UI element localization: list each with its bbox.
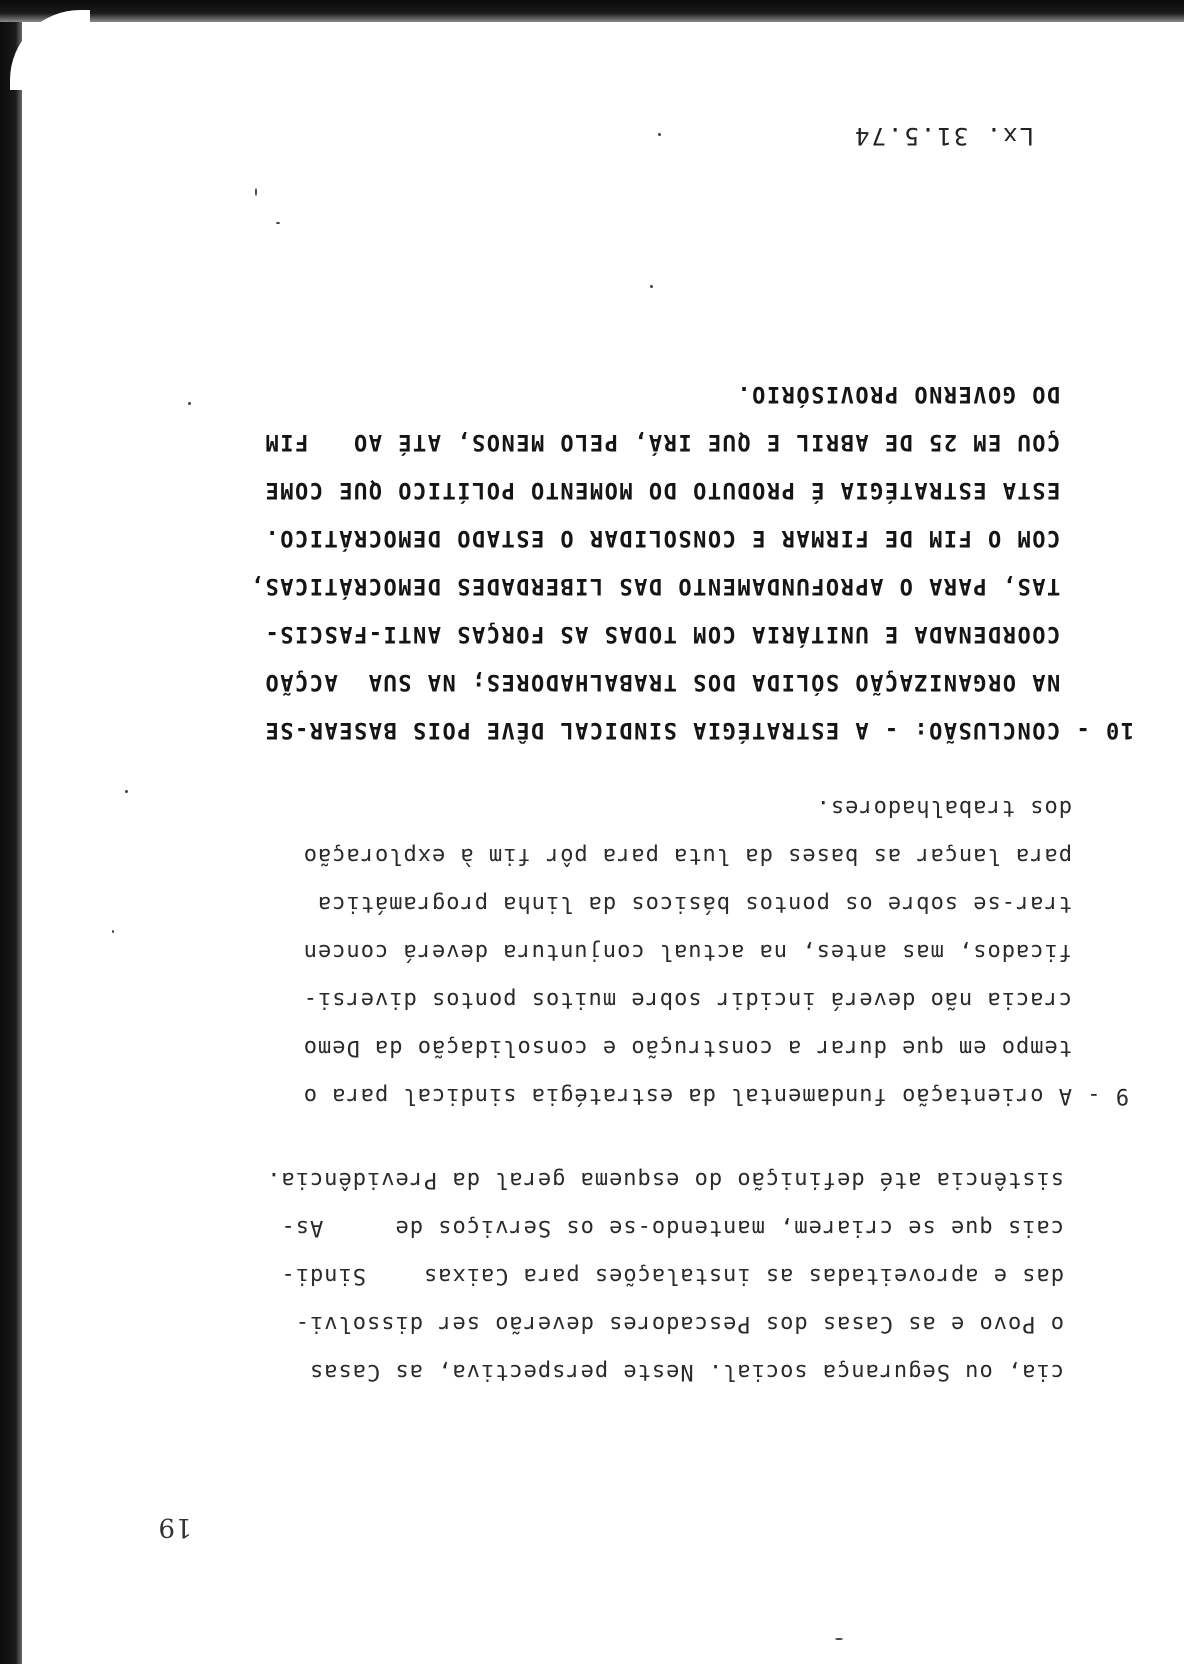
page-number: 19	[157, 1512, 192, 1542]
text-line: o Povo e as Casas dos Pescadores deverão ser dissolvi-	[294, 1311, 1064, 1336]
text-line: trar-se sobre os pontos básicos da linha programática	[317, 891, 1129, 916]
text-line: TAS, PARA O APROFUNDAMENTO DAS LIBERDADES DEMOCRÁTICAS,	[249, 573, 1134, 598]
scan-speck	[658, 133, 661, 136]
scan-speck	[125, 790, 128, 793]
scan-speck	[650, 285, 653, 288]
text-line: ÇOU EM 25 DE ABRIL E QUE IRÁ, PELO MENOS, ATÉ AO FIM	[264, 429, 1134, 454]
scan-speck	[255, 188, 257, 196]
text-line: cia, ou Segurança social. Neste perspectiva, as Casas	[309, 1359, 1064, 1384]
scan-speck	[276, 222, 280, 224]
text-line: ficados, mas antes, na actual conjuntura deverá concen	[302, 939, 1129, 964]
text-line: DO GOVERNO PROVISÓRIO.	[735, 381, 1134, 406]
text-line: NA ORGANIZAÇÃO SÓLIDA DOS TRABALHADORES; NA SUA ACÇÃO	[264, 669, 1134, 694]
scan-speck	[188, 402, 191, 405]
text-line: ESTA ESTRATÉGIA É PRODUTO DO MOMENTO POLÍTICO QUE COME	[264, 477, 1134, 502]
text-line: 9 - A orientação fundamental da estratégia sindical para o	[302, 1083, 1129, 1108]
text-line: tempo em que durar a construção e consolidação da Demo	[302, 1035, 1129, 1060]
text-line: para lançar as bases da luta para pôr fim à exploração	[302, 843, 1129, 868]
document-date: Lx. 31.5.74	[853, 122, 1034, 150]
text-line: COM O FIM DE FIRMAR E CONSOLIDAR O ESTADO DEMOCRÁTICO.	[264, 525, 1134, 550]
text-line: cracia não deverá incidir sobre muitos pontos diversi-	[302, 987, 1129, 1012]
scan-speck	[835, 1638, 843, 1640]
text-line: COORDENADA E UNITÁRIA COM TODAS AS FORÇAS ANTI-FASCIS-	[264, 621, 1134, 646]
text-line: cais que se criarem, mantendo-se os Serviços de As-	[280, 1215, 1064, 1240]
text-line: dos trabalhadores.	[815, 795, 1129, 820]
text-line: 10 - CONCLUSÃO: - A ESTRATÉGIA SINDICAL DÊVE POIS BASEAR-SE	[264, 717, 1134, 742]
text-line: sistência até definição do esquema geral da Previdência.	[266, 1167, 1064, 1192]
scan-speck	[112, 930, 114, 933]
text-line: das e aproveitadas as instalações para Caixas Sindi-	[280, 1263, 1064, 1288]
